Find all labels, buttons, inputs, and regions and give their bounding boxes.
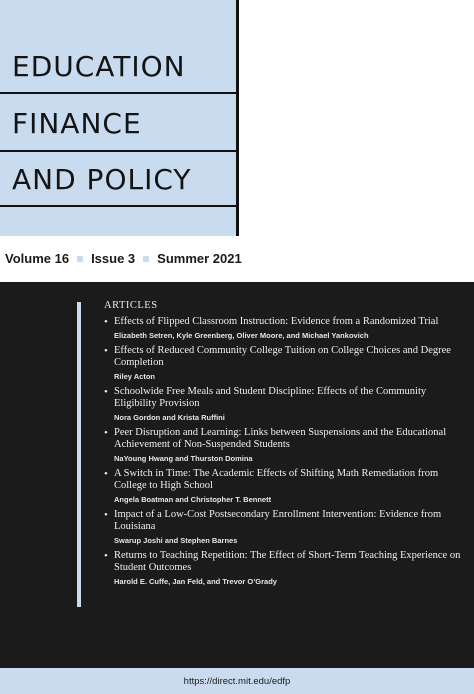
- article-title: Impact of a Low-Cost Postsecondary Enrollment Intervention: Evidence from Louisiana: [114, 509, 442, 532]
- title-rule-3: [0, 205, 238, 207]
- article-authors: Elizabeth Setren, Kyle Greenberg, Oliver Moore, and Michael Yankovich: [114, 331, 369, 340]
- article-authors: Nora Gordon and Krista Ruffini: [114, 413, 225, 422]
- separator-square-icon: [77, 256, 83, 262]
- article-authors: Harold E. Cuffe, Jan Feld, and Trevor O’Grady: [114, 577, 277, 586]
- article-title: Effects of Flipped Classroom Instruction: Evidence from a Randomized Trial: [114, 316, 439, 327]
- journal-title-line-1: EDUCATION: [12, 50, 186, 83]
- season-label: Summer 2021: [157, 251, 242, 266]
- articles-heading: ARTICLES: [104, 300, 158, 311]
- bullet-icon: •: [104, 550, 108, 562]
- journal-title-line-3: AND POLICY: [12, 163, 192, 196]
- article-authors: NaYoung Hwang and Thurston Domina: [114, 454, 253, 463]
- footer-bar: [0, 668, 474, 694]
- bullet-icon: •: [104, 386, 108, 398]
- separator-square-icon: [143, 256, 149, 262]
- article-title: A Switch in Time: The Academic Effects of Shifting Math Remediation from College to High School: [114, 468, 439, 491]
- journal-url-link[interactable]: https://direct.mit.edu/edfp: [183, 675, 291, 687]
- article-item: [104, 345, 466, 381]
- article-authors: Angela Boatman and Christopher T. Bennett: [114, 495, 272, 504]
- article-item: [104, 316, 466, 340]
- article-authors: Swarup Joshi and Stephen Barnes: [114, 536, 238, 545]
- article-title: Peer Disruption and Learning: Links between Suspensions and the Educational Achievement of Non-Suspended Students: [114, 427, 447, 450]
- bullet-icon: •: [104, 345, 108, 357]
- title-rule-1: [0, 92, 238, 94]
- article-authors: Riley Acton: [114, 372, 155, 381]
- article-item: [104, 468, 466, 504]
- bullet-icon: •: [104, 316, 108, 328]
- issue-label: Issue 3: [91, 251, 136, 266]
- article-item: [104, 386, 466, 422]
- article-item: [104, 427, 466, 463]
- issue-info: [5, 251, 242, 266]
- title-vertical-rule: [236, 0, 239, 236]
- article-title: Schoolwide Free Meals and Student Discipline: Effects of the Community Eligibility Provision: [114, 386, 427, 409]
- title-rule-2: [0, 150, 238, 152]
- article-item: [104, 550, 466, 586]
- article-title: Returns to Teaching Repetition: The Effect of Short-Term Teaching Experience on Student Outcomes: [114, 550, 461, 573]
- article-item: [104, 509, 466, 545]
- volume-label: Volume 16: [5, 251, 70, 266]
- article-list: [104, 300, 466, 591]
- bullet-icon: •: [104, 509, 108, 521]
- toc-accent-bar: [77, 302, 81, 607]
- article-title: Effects of Reduced Community College Tuition on College Choices and Degree Completion: [114, 345, 451, 368]
- bullet-icon: •: [104, 427, 108, 439]
- bullet-icon: •: [104, 468, 108, 480]
- journal-title-line-2: FINANCE: [12, 107, 142, 140]
